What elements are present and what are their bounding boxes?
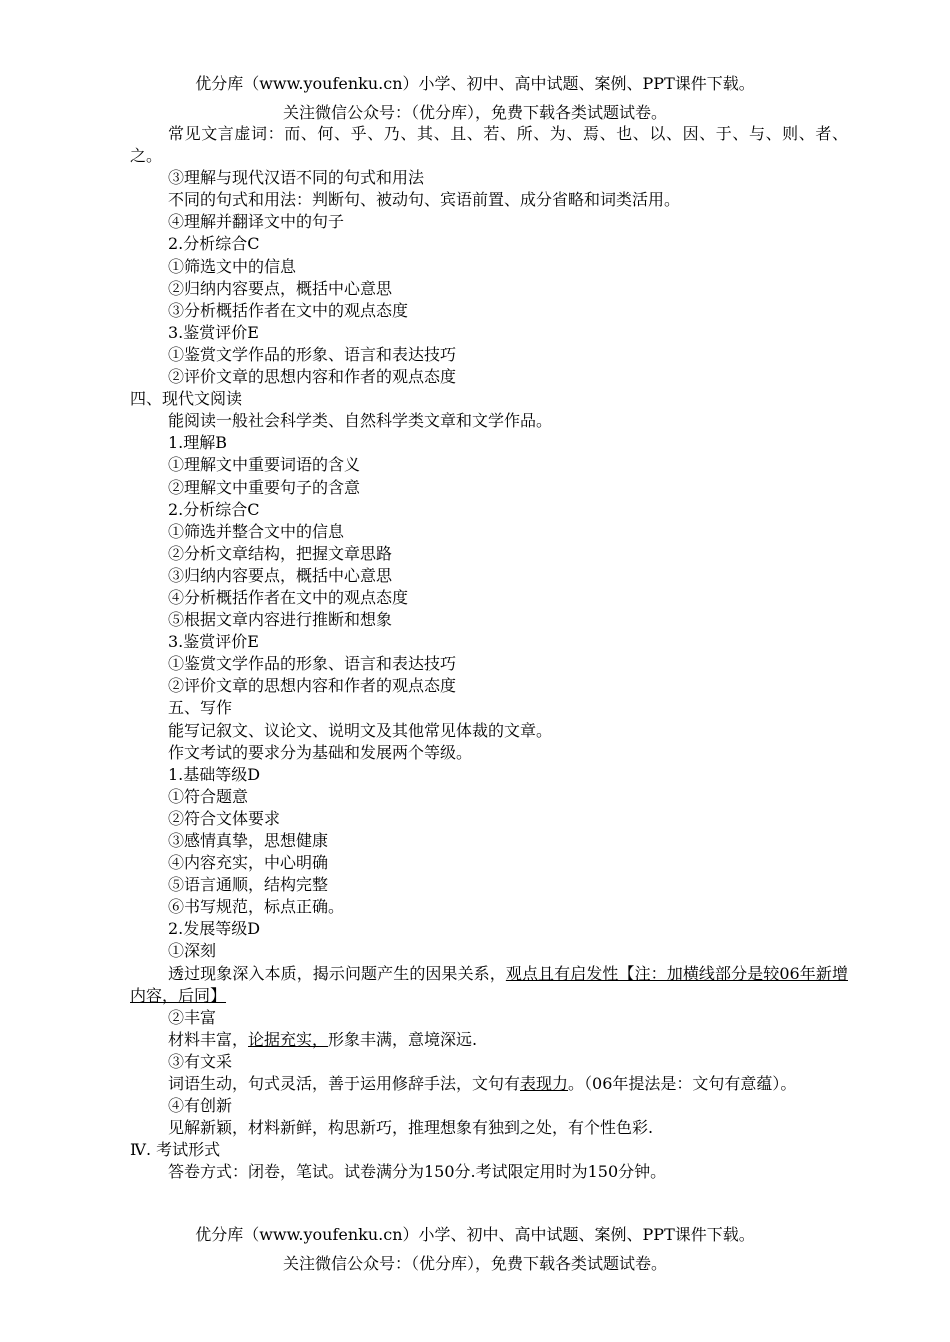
section-heading: 2.分析综合C bbox=[168, 234, 260, 254]
list-item: ③有文采 bbox=[168, 1051, 233, 1071]
list-item: ②评价文章的思想内容和作者的观点态度 bbox=[168, 367, 457, 387]
list-item: ①筛选文中的信息 bbox=[168, 256, 297, 276]
section-heading: 1.基础等级D bbox=[168, 764, 261, 784]
list-item: ①鉴赏文学作品的形象、语言和表达技巧 bbox=[168, 654, 457, 674]
list-item: ③分析概括作者在文中的观点态度 bbox=[168, 300, 409, 320]
paragraph: 见解新颖，材料新鲜，构思新巧，推理想象有独到之处，有个性色彩. bbox=[168, 1118, 654, 1138]
chapter-heading: Ⅳ. 考试形式 bbox=[130, 1140, 221, 1160]
underlined-text: 观点且有启发性【注：加横线部分是较06年新增内容，后同】 bbox=[130, 963, 848, 1005]
section-heading: 1.理解B bbox=[168, 433, 228, 453]
list-item: ②分析文章结构，把握文章思路 bbox=[168, 543, 393, 563]
section-heading: 2.发展等级D bbox=[168, 919, 261, 939]
list-item: ④有创新 bbox=[168, 1096, 233, 1116]
chapter-heading: 四、现代文阅读 bbox=[130, 389, 243, 409]
list-item: ⑤根据文章内容进行推断和想象 bbox=[168, 610, 393, 630]
paragraph bbox=[130, 1073, 848, 1095]
chapter-heading: 五、写作 bbox=[168, 698, 233, 718]
list-item: ⑤语言通顺，结构完整 bbox=[168, 875, 329, 895]
header-line-1: 优分库（www.youfenku.cn）小学、初中、高中试题、案例、PPT课件下载。 bbox=[195, 74, 755, 93]
list-item: ①鉴赏文学作品的形象、语言和表达技巧 bbox=[168, 344, 457, 364]
paragraph: 作文考试的要求分为基础和发展两个等级。 bbox=[168, 742, 473, 762]
footer-line-1: 优分库（www.youfenku.cn）小学、初中、高中试题、案例、PPT课件下载。 bbox=[195, 1225, 755, 1244]
footer-line-2: 关注微信公众号：（优分库），免费下载各类试题试卷。 bbox=[282, 1254, 667, 1273]
list-item: ②评价文章的思想内容和作者的观点态度 bbox=[168, 676, 457, 696]
paragraph: 能写记叙文、议论文、说明文及其他常见体裁的文章。 bbox=[168, 720, 553, 740]
list-item: ①深刻 bbox=[168, 941, 217, 961]
text-run: 。（06年提法是：文句有意蕴）。 bbox=[568, 1074, 797, 1094]
text-run: 材料丰富， bbox=[168, 1029, 249, 1049]
text-run: 透过现象深入本质，揭示问题产生的因果关系， bbox=[168, 963, 506, 983]
paragraph bbox=[130, 963, 848, 1007]
header-line-2: 关注微信公众号：（优分库），免费下载各类试题试卷。 bbox=[282, 103, 667, 122]
paragraph: 不同的句式和用法：判断句、被动句、宾语前置、成分省略和词类活用。 bbox=[168, 190, 681, 210]
list-item: ①符合题意 bbox=[168, 786, 249, 806]
list-item: ①筛选并整合文中的信息 bbox=[168, 521, 345, 541]
paragraph: ④理解并翻译文中的句子 bbox=[168, 212, 345, 232]
list-item: ③归纳内容要点，概括中心意思 bbox=[168, 565, 393, 585]
list-item: ④内容充实，中心明确 bbox=[168, 853, 329, 873]
underlined-text: 表现力 bbox=[520, 1074, 569, 1094]
section-heading: 3.鉴赏评价E bbox=[168, 632, 259, 652]
list-item: ②符合文体要求 bbox=[168, 808, 281, 828]
document-body bbox=[130, 123, 848, 1184]
paragraph: 答卷方式：闭卷，笔试。试卷满分为150分.考试限定用时为150分钟。 bbox=[168, 1162, 667, 1182]
section-heading: 2.分析综合C bbox=[168, 499, 260, 519]
paragraph bbox=[130, 1029, 848, 1051]
list-item: ②丰富 bbox=[168, 1007, 217, 1027]
underlined-text: 论据充实， bbox=[248, 1029, 329, 1049]
paragraph: 常见文言虚词：而、何、乎、乃、其、且、若、所、为、焉、也、以、因、于、与、则、者、之。 bbox=[130, 124, 848, 166]
paragraph: 能阅读一般社会科学类、自然科学类文章和文学作品。 bbox=[168, 411, 553, 431]
list-item: ③感情真挚，思想健康 bbox=[168, 831, 329, 850]
list-item: ④分析概括作者在文中的观点态度 bbox=[168, 587, 409, 607]
text-run: 词语生动，句式灵活，善于运用修辞手法，文句有 bbox=[168, 1074, 521, 1094]
list-item: ⑥书写规范，标点正确。 bbox=[168, 897, 345, 917]
list-item: ②理解文中重要句子的含意 bbox=[168, 477, 361, 497]
list-item: ①理解文中重要词语的含义 bbox=[168, 455, 361, 475]
list-item: ②归纳内容要点，概括中心意思 bbox=[168, 278, 393, 298]
text-run: 形象丰满，意境深远. bbox=[328, 1029, 478, 1049]
section-heading: 3.鉴赏评价E bbox=[168, 322, 259, 342]
paragraph: ③理解与现代汉语不同的句式和用法 bbox=[168, 168, 425, 188]
